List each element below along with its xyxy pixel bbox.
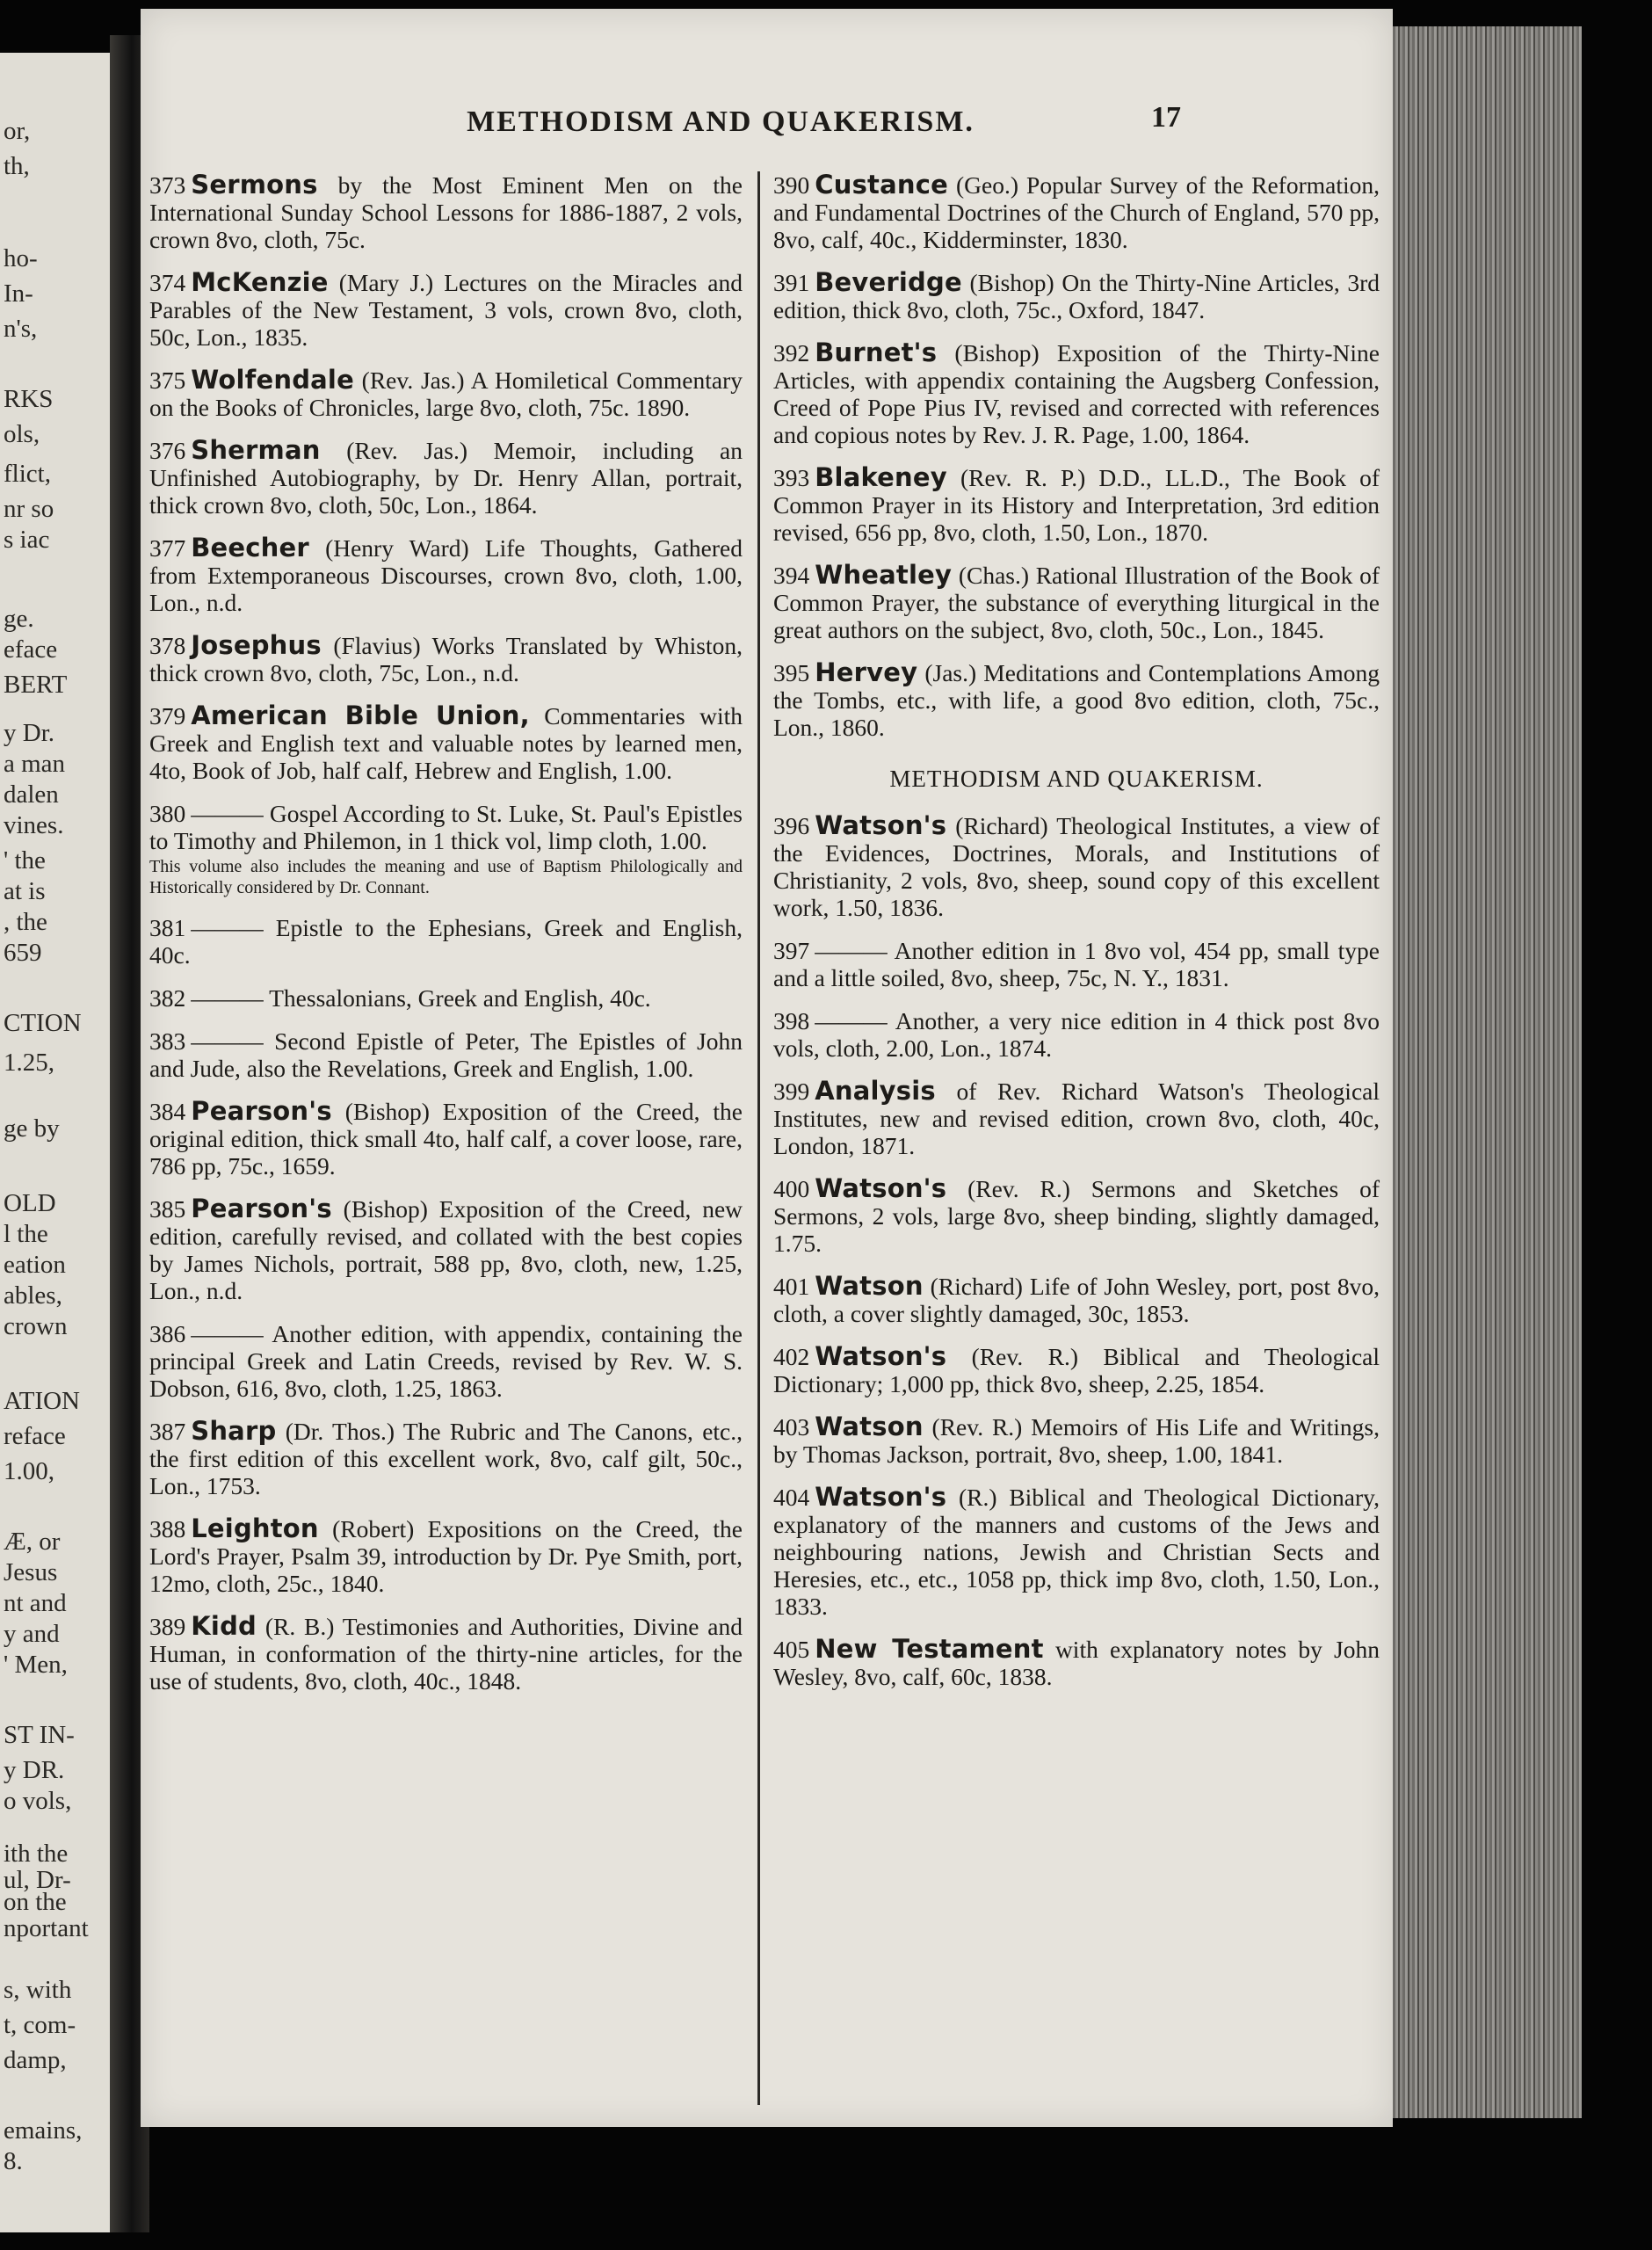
entry-author: Leighton: [191, 1513, 319, 1543]
left-page-fragment: emains,: [4, 2116, 83, 2145]
catalogue-entry: [773, 1413, 1380, 1468]
entry-description: (Rev. R. P.) D.D., LL.D., The Book of Common Prayer in its History and Interpretation, 3rd edition revised, 656 pp, 8vo, cloth, 1.50, Lon., 1870.: [773, 464, 1380, 546]
entry-author: Watson: [815, 1271, 924, 1301]
entry-description: (Jas.) Meditations and Contemplations Among the Tombs, etc., with life, a good 8vo edition, cloth, 75c., Lon., 1860.: [773, 659, 1380, 741]
entry-description: (Flavius) Works Translated by Whiston, thick crown 8vo, cloth, 75c, Lon., n.d.: [149, 632, 743, 686]
entry-author: Kidd: [191, 1611, 257, 1641]
catalogue-entry: [773, 1636, 1380, 1690]
entry-description: by the Most Eminent Men on the International Sunday School Lessons for 1886-1887, 2 vols, crown 8vo, cloth, 75c.: [149, 171, 743, 253]
left-page-fragment: t, com-: [4, 2011, 76, 2039]
entry-number: 375: [149, 367, 186, 394]
left-page-fragment: damp,: [4, 2046, 67, 2074]
catalogue-entry: [149, 1098, 743, 1179]
left-page-fragment: ge.: [4, 605, 34, 633]
entry-number: 405: [773, 1636, 810, 1663]
entry-number: 394: [773, 562, 810, 589]
entry-number: 392: [773, 339, 810, 367]
entry-number: 373: [149, 171, 186, 199]
entry-number: 377: [149, 534, 186, 562]
entry-author: Pearson's: [191, 1096, 332, 1126]
left-page-fragment: vines.: [4, 811, 64, 839]
left-page-fragment: 8.: [4, 2147, 23, 2175]
entry-description: (Rev. R.) Biblical and Theological Dictionary; 1,000 pp, thick 8vo, sheep, 2.25, 1854.: [773, 1343, 1380, 1397]
left-page-fragment: on the: [4, 1888, 67, 1916]
left-page-fragment: ' Men,: [4, 1651, 68, 1679]
right-entries-upper: [773, 171, 1380, 741]
entry-description: ——— Gospel According to St. Luke, St. Paul's Epistles to Timothy and Philemon, in 1 thick vol, limp cloth, 1.00.: [149, 800, 743, 854]
entry-author: Josephus: [191, 630, 322, 660]
entry-author: Watson: [815, 1412, 924, 1441]
entry-number: 402: [773, 1343, 810, 1370]
entry-description: (Richard) Life of John Wesley, port, post 8vo, cloth, a cover slightly damaged, 30c, 1853.: [773, 1273, 1380, 1327]
entry-description: Commentaries with Greek and English text and valuable notes by learned men, 4to, Book of Job, half calf, Hebrew and English, 1.00.: [149, 702, 743, 784]
catalogue-entry: [149, 269, 743, 351]
entry-description: ——— Another edition, with appendix, containing the principal Greek and Latin Creeds, revised by Rev. W. S. Dobson, 616, 8vo, cloth, 1.25, 1863.: [149, 1320, 743, 1402]
entry-author: Sherman: [191, 435, 321, 465]
section-heading: METHODISM AND QUAKERISM.: [889, 766, 1264, 792]
entry-author: Pearson's: [191, 1194, 332, 1223]
left-page-fragment: ' the: [4, 846, 46, 875]
left-page-fragment: ATION: [4, 1387, 80, 1415]
entry-description: (Rev. R.) Sermons and Sketches of Sermons, 2 vols, large 8vo, sheep binding, slightly damaged, 1.75.: [773, 1175, 1380, 1257]
catalogue-entry: [773, 937, 1380, 991]
right-entries-lower: [773, 812, 1380, 1690]
entry-number: 379: [149, 702, 186, 729]
left-page-fragment: OLD: [4, 1189, 56, 1217]
page-number: 17: [1151, 101, 1181, 134]
entry-author: McKenzie: [191, 267, 329, 297]
entry-description: (Robert) Expositions on the Creed, the Lord's Prayer, Psalm 39, introduction by Dr. Pye Smith, port, 12mo, cloth, 25c., 1840.: [149, 1515, 743, 1597]
left-page-fragment: l the: [4, 1220, 48, 1248]
catalogue-entry: [149, 1613, 743, 1695]
entry-description: (R.) Biblical and Theological Dictionary, explanatory of the manners and customs of the Jews and neighbouring nations, Jewish and Christian Sects and Heresies, etc., etc., 1058 pp, thick imp 8vo, cloth, 1.50, Lon., 1833.: [773, 1484, 1380, 1620]
catalogue-entry: [149, 1195, 743, 1304]
left-page-fragment: a man: [4, 750, 66, 778]
left-page-fragment: y DR.: [4, 1756, 65, 1784]
entry-number: 396: [773, 812, 810, 839]
entry-author: Custance: [815, 170, 948, 200]
catalogue-entry: [149, 1418, 743, 1499]
catalogue-entry: [149, 534, 743, 616]
entry-description: (Richard) Theological Institutes, a view of the Evidences, Doctrines, Morals, and Institutions of Christianity, 2 vols, 8vo, sheep, sound copy of this excellent work, 1.50, 1836.: [773, 812, 1380, 921]
entry-author: Wheatley: [815, 560, 953, 590]
catalogue-entry: [149, 1515, 743, 1597]
entry-number: 401: [773, 1273, 810, 1300]
catalogue-entry: [149, 914, 743, 969]
entry-description: (Henry Ward) Life Thoughts, Gathered from Extemporaneous Discourses, crown 8vo, cloth, 1.00, Lon., n.d.: [149, 534, 743, 616]
entry-number: 387: [149, 1418, 186, 1445]
left-page-fragment: flict,: [4, 460, 51, 488]
entry-description: (Dr. Thos.) The Rubric and The Canons, etc., the first edition of this excellent work, 8vo, calf gilt, 50c., Lon., 1753.: [149, 1418, 743, 1499]
left-page-fragment: or,: [4, 117, 31, 145]
entry-number: 399: [773, 1078, 810, 1105]
catalogue-entry: [773, 1273, 1380, 1327]
entry-number: 398: [773, 1007, 810, 1034]
entry-author: New Testament: [815, 1634, 1044, 1664]
entry-description: (Rev. Jas.) A Homiletical Commentary on the Books of Chronicles, large 8vo, cloth, 75c. 1890.: [149, 367, 743, 421]
entry-number: 393: [773, 464, 810, 491]
entry-number: 383: [149, 1027, 186, 1055]
entry-number: 389: [149, 1613, 186, 1640]
left-page-fragment: th,: [4, 152, 30, 180]
entry-description: ——— Thessalonians, Greek and English, 40c.: [191, 984, 651, 1012]
left-page-fragment: crown: [4, 1312, 68, 1340]
entry-description: ——— Epistle to the Ephesians, Greek and English, 40c.: [149, 914, 743, 969]
left-page-fragment: 1.00,: [4, 1457, 54, 1485]
entry-author: Sharp: [191, 1416, 277, 1446]
entry-description: (Rev. R.) Memoirs of His Life and Writings, by Thomas Jackson, portrait, 8vo, sheep, 1.00, 1841.: [773, 1413, 1380, 1468]
entry-author: Sermons: [191, 170, 318, 200]
entry-number: 381: [149, 914, 186, 941]
catalogue-entry: [149, 702, 743, 784]
running-head: METHODISM AND QUAKERISM.: [467, 105, 975, 138]
left-page-fragment: reface: [4, 1422, 66, 1450]
entry-number: 386: [149, 1320, 186, 1347]
left-page-fragment: ge by: [4, 1114, 60, 1143]
entry-description: ——— Another, a very nice edition in 4 thick post 8vo vols, cloth, 2.00, Lon., 1874.: [773, 1007, 1380, 1062]
left-page-fragment: ho-: [4, 244, 38, 272]
entry-number: 376: [149, 437, 186, 464]
catalogue-entry: [773, 171, 1380, 253]
entry-author: Beveridge: [815, 267, 962, 297]
left-page-fragment: Jesus: [4, 1558, 58, 1586]
left-column: [149, 171, 743, 1710]
entry-author: Beecher: [191, 533, 309, 562]
entry-number: 384: [149, 1098, 186, 1125]
left-page-fragment: CTION: [4, 1009, 82, 1037]
left-page-fragment: dalen: [4, 780, 59, 809]
left-page-fragment: s iac: [4, 526, 50, 554]
entry-description: (Bishop) Exposition of the Creed, the original edition, thick small 4to, half calf, a cover loose, rare, 786 pp, 75c., 1659.: [149, 1098, 743, 1179]
catalogue-entry: [773, 1007, 1380, 1062]
left-page-fragment: y Dr.: [4, 719, 54, 747]
entry-number: 374: [149, 269, 186, 296]
entry-description: (Chas.) Rational Illustration of the Book of Common Prayer, the substance of everything liturgical in the great authors on the subject, 8vo, cloth, 50c., Lon., 1845.: [773, 562, 1380, 643]
column-rule: [757, 171, 760, 2105]
entry-description: (Rev. Jas.) Memoir, including an Unfinished Autobiography, by Dr. Henry Allan, portrait, thick crown 8vo, cloth, 50c, Lon., 1864.: [149, 437, 743, 519]
catalogue-entry: [773, 659, 1380, 741]
catalogue-entry: [773, 1175, 1380, 1257]
entry-number: 391: [773, 269, 810, 296]
left-page-fragment: Æ, or: [4, 1528, 61, 1556]
left-facing-page: [0, 53, 110, 2232]
entry-description: (Mary J.) Lectures on the Miracles and Parables of the New Testament, 3 vols, crown 8vo, cloth, 50c, Lon., 1835.: [149, 269, 743, 351]
entry-author: Hervey: [815, 657, 918, 687]
left-page-fragment: ST IN-: [4, 1721, 75, 1749]
catalogue-entry: [773, 269, 1380, 323]
catalogue-entry: [773, 812, 1380, 921]
left-page-fragment: , the: [4, 908, 47, 936]
entry-number: 380: [149, 800, 186, 827]
entry-author: Blakeney: [815, 462, 947, 492]
entry-description: (Bishop) On the Thirty-Nine Articles, 3rd edition, thick 8vo, cloth, 75c., Oxford, 1847.: [773, 269, 1380, 323]
catalogue-entry: [773, 1078, 1380, 1159]
entry-number: 400: [773, 1175, 810, 1202]
entry-description: ——— Second Epistle of Peter, The Epistles of John and Jude, also the Revelations, Greek and English, 1.00.: [149, 1027, 743, 1082]
entry-description: ——— Another edition in 1 8vo vol, 454 pp, small type and a little soiled, 8vo, sheep, 75c, N. Y., 1831.: [773, 937, 1380, 991]
left-page-fragment: y and: [4, 1620, 60, 1648]
catalogue-entry: [149, 632, 743, 686]
left-page-fragment: ables,: [4, 1281, 62, 1310]
left-page-fragment: 659: [4, 939, 42, 967]
left-page-fragment: RKS: [4, 385, 54, 413]
entry-number: 382: [149, 984, 186, 1012]
catalogue-entry: [149, 367, 743, 421]
entry-number: 388: [149, 1515, 186, 1542]
entry-description: (Geo.) Popular Survey of the Reformation, and Fundamental Doctrines of the Church of England, 570 pp, 8vo, calf, 40c., Kidderminster, 1830.: [773, 171, 1380, 253]
entry-author: Watson's: [815, 1341, 947, 1371]
entry-description: (R. B.) Testimonies and Authorities, Divine and Human, in conformation of the thirty-nine articles, for the use of students, 8vo, cloth, 40c., 1848.: [149, 1613, 743, 1695]
catalogue-entry: [149, 1320, 743, 1402]
entry-author: Watson's: [815, 810, 947, 840]
left-page-fragment: 1.25,: [4, 1049, 54, 1077]
left-page-fragment: ols,: [4, 420, 40, 448]
left-page-fragment: In-: [4, 279, 33, 308]
entry-number: 390: [773, 171, 810, 199]
entry-description: with explanatory notes by John Wesley, 8vo, calf, 60c, 1838.: [773, 1636, 1380, 1690]
left-page-fragment: o vols,: [4, 1787, 72, 1815]
entry-number: 404: [773, 1484, 810, 1511]
entry-description: of Rev. Richard Watson's Theological Institutes, new and revised edition, crown 8vo, cloth, 40c, London, 1871.: [773, 1078, 1380, 1159]
left-page-fragment: ith the: [4, 1840, 69, 1868]
entry-description: (Bishop) Exposition of the Creed, new edition, carefully revised, and collated with the best copies by James Nichols, portrait, 588 pp, 8vo, cloth, new, 1.25, Lon., n.d.: [149, 1195, 743, 1304]
left-page-fragment: n's,: [4, 315, 38, 343]
catalogue-entry: [773, 339, 1380, 448]
entry-author: Wolfendale: [191, 365, 354, 395]
left-page-fragment: nt and: [4, 1589, 67, 1617]
entry-number: 385: [149, 1195, 186, 1223]
catalogue-entry: [149, 437, 743, 519]
entry-author: Watson's: [815, 1173, 947, 1203]
left-page-fragment: ul, Dr-: [4, 1866, 71, 1894]
entry-number: 403: [773, 1413, 810, 1441]
left-page-fragment: nportant: [4, 1914, 89, 1942]
left-page-fragment: eation: [4, 1251, 66, 1279]
entry-author: Watson's: [815, 1482, 947, 1512]
catalogue-entry: [773, 1484, 1380, 1620]
entry-number: 395: [773, 659, 810, 686]
entry-note: This volume also includes the meaning and use of Baptism Philologically and Historically considered by Dr. Connant.: [149, 857, 743, 897]
entry-author: American Bible Union,: [191, 700, 530, 730]
left-page-fragment: eface: [4, 635, 58, 664]
catalogue-entry: [149, 984, 743, 1012]
left-page-fragment: nr so: [4, 495, 54, 523]
catalogue-entry: [149, 1027, 743, 1082]
catalogue-entry: [773, 562, 1380, 643]
catalogue-entry: [773, 464, 1380, 546]
entry-description: (Bishop) Exposition of the Thirty-Nine Articles, with appendix containing the Augsberg Confession, Creed of Pope Pius IV, revised and corrected with references and copious notes by Rev. J. R. Page, 1.00, 1864.: [773, 339, 1380, 448]
entry-number: 378: [149, 632, 186, 659]
entry-author: Burnet's: [815, 338, 938, 367]
entry-author: Analysis: [815, 1076, 936, 1106]
left-page-fragment: s, with: [4, 1976, 72, 2004]
right-column: [773, 171, 1380, 1706]
catalogue-entry: [773, 1343, 1380, 1397]
entry-number: 397: [773, 937, 810, 964]
left-page-fragment: BERT: [4, 671, 68, 699]
catalogue-entry: [149, 171, 743, 253]
left-page-fragment: at is: [4, 877, 46, 905]
catalogue-entry: [149, 800, 743, 898]
page-edges: [1393, 26, 1582, 2118]
